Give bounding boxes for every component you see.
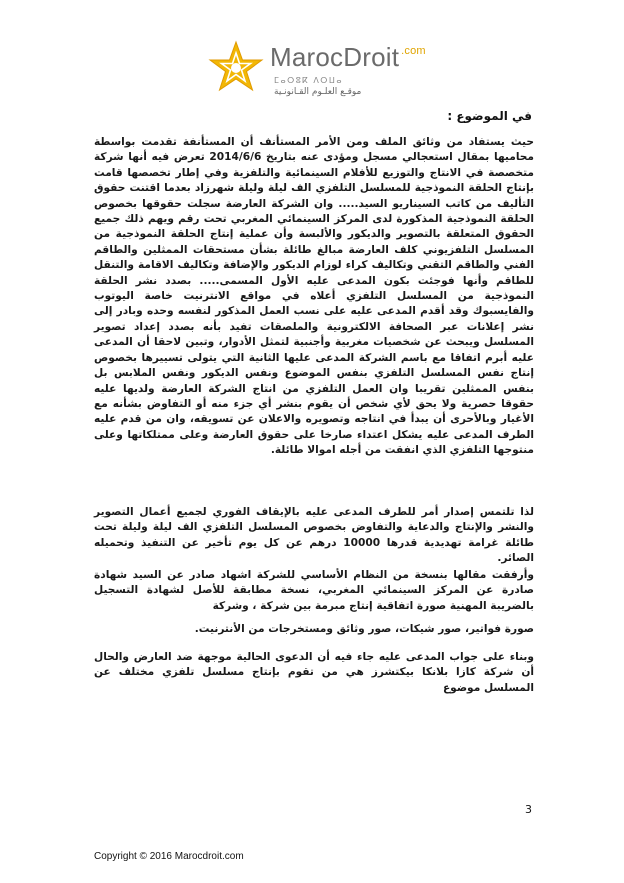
page-number: 3 — [525, 803, 532, 816]
paragraph-response: وبناء على جواب المدعى عليه جاء فيه أن الدعوى الحالية موجهة ضد العارض والحال أن شركة كازا بلانكا بيكتشرز هي من تقوم بإنتاج مسلسل تلفزي مختلف عن المسلسل موضوع — [94, 651, 534, 694]
section-heading: في الموضوع : — [447, 109, 532, 123]
brand-suffix: .com — [401, 45, 426, 57]
brand-tifinagh: ⵎⴰⵔⵓⴽ ⴷⵔⵡⴰ — [274, 76, 344, 85]
site-logo — [208, 38, 426, 106]
brand-name: MarocDroit $^{.com}$ — [270, 42, 426, 72]
brand-tagline: موقـع العلـوم القـانونـية — [274, 87, 362, 97]
star-logo-icon — [208, 40, 264, 96]
paragraph-request: لذا تلتمس إصدار أمر للطرف المدعى عليه بالإيقاف الفوري لجميع أعمال التصوير والنشر والإنتاج والدعاية والتفاوض بخصوص المسلسل التلفزي الف ليلة وليلة تحت طائلة غرامة تهديدية قدرها 10000 درهم عن كل يوم تأخير عن التنفيذ وتحميله الصائر. — [94, 506, 534, 565]
paragraph-attachments: وأرفقت مقالها بنسخة من النظام الأساسي للشركة اشهاد صادر عن السيد شهادة صادرة عن المركز السينمائي المغربي، نسخة مطابقة للأصل لشهادة التسجيل بالضريبة المهنية صورة اتفاقية إنتاج مبرمة بين شركة ، وشركة — [94, 569, 534, 612]
paragraph-facts: حيث يستفاد من وثائق الملف ومن الأمر المستأنف أن المستأنفة تقدمت بواسطة محاميها بمقال استعجالي مسجل ومؤدى عنه بتاريخ 2014/6/6 تعرض فيه أنها شركة متخصصة في الانتاج والتوزيع للأفلام السينمائية والتلفزية وفي إطار تخصصها قامت بإنتاج الحلقة النموذجية للمسلسل التلفزي الف ليلة وليلة شهرزاد بعدما اقتنت حقوق التأليف من كاتب السيناريو السيد..... وان الشركة العارضة سجلت حقوقها بخصوص الحلقة النموذجية المذكورة لدى المركز السينمائي المغربي تحت رقم ويهم ذلك جميع الحقوق المتعلقة بالتصوير والديكور والألبسة وأن عملية إنتاج الحلقة النموذجية من المسلسل التلفزيوني كلف العارضة مبالغ طائلة بشأن مستحقات الممثلين والطاقم الفني والطاقم التقني وتكاليف كراء لوزام الديكور والإضافة وتكاليف الاقامة والتنقل للطاقم وأنها فوجئت بكون المدعى عليه الأول المسمى..... بصدد نشر الحلقة النموذجية من المسلسل التلفزي أعلاه في مواقع الانترنيت خاصة اليوتوب والفايسبوك وقد أقدم المدعى عليه على نسب العمل المذكور لنفسه وحده وبادر إلى نشر إعلانات عبر الصحافة الالكترونية والملصقات تفيد بأنه بصدد إعداد تصوير المسلسل ويبحث عن شخصيات مغربية وأجنبية لتمثل الأدوار، وتبين لاحقا أن المدعى عليه أبرم اتفاقا مع باسم الشركة المدعى عليها الثانية التي يتولى تسييرها بخصوص إنتاج نفس المسلسل التلفزي بنفس الموضوع ونفس الديكور ونفس الملابس بل بنفس الممثلين تقريبا وان العمل التلفزي من انتاج الشركة العارضة ولديها عليه حقوقا حصرية ولا يحق لأي شخص أن يقوم بنشر أي جزء منه أو التفاوض بشأنه مع الأغيار وبالأحرى أن يبدأ في انتاجه وتصويره والاعلان عن تسويقه، وان من قدم عليه الطرف المدعى عليه يشكل اعتداء صارخا على حقوق العارضة وعلى ممتلكاتها وعلى منتوجها التلفزي الذي انفقت من أجله اموالا طائلة. — [94, 136, 534, 457]
paragraph-attachments-list: صورة فواتير، صور شيكات، صور وثائق ومستخرجات من الأنترنيت. — [194, 623, 534, 635]
copyright-footer: Copyright © 2016 Marocdroit.com — [94, 851, 244, 862]
